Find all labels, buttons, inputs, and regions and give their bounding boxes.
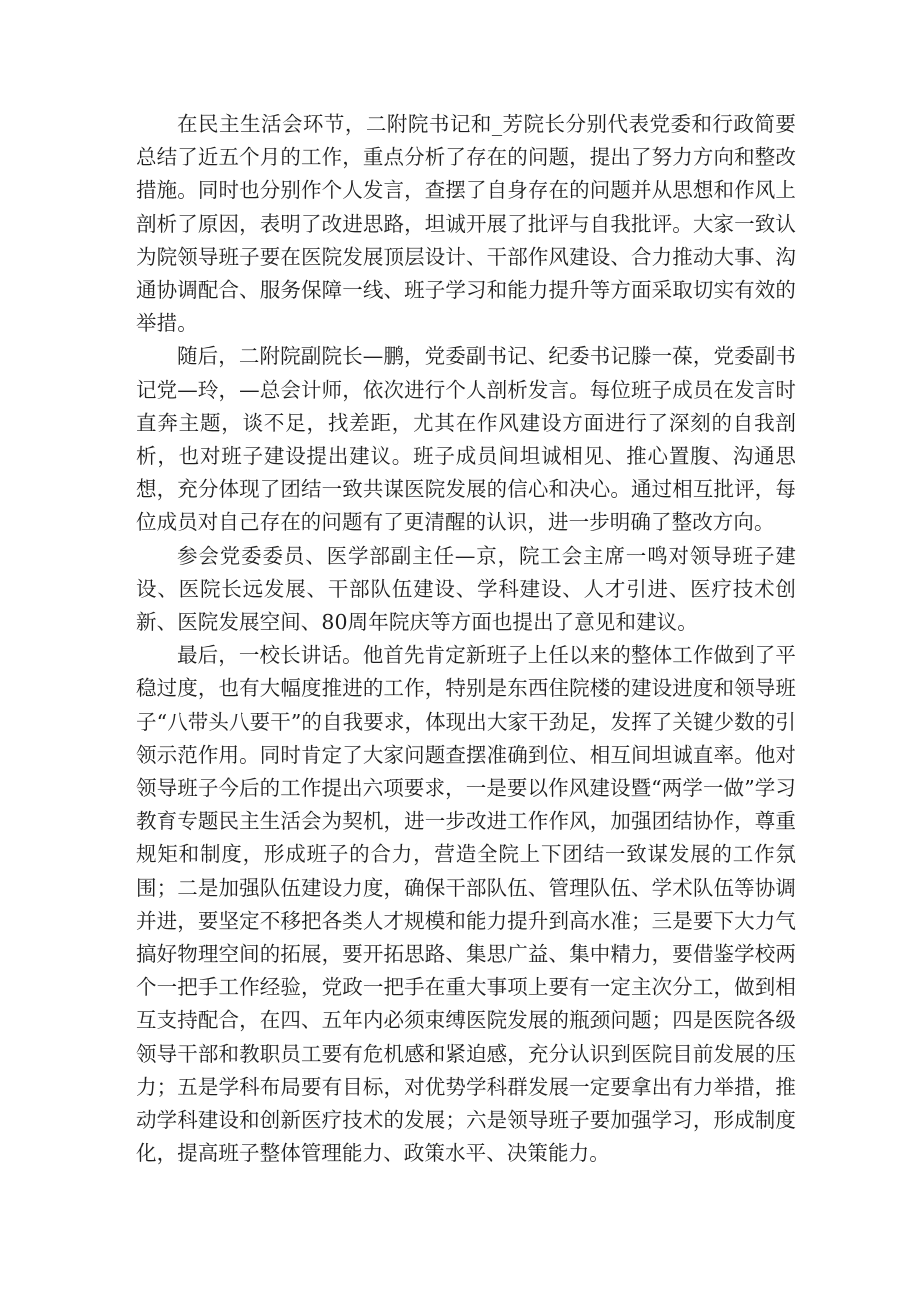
- paragraph-president-speech: 最后，一校长讲话。他首先肯定新班子上任以来的整体工作做到了平稳过度，也有大幅度推进的工作，特别是东西住院楼的建设进度和领导班子“八带头八要干”的自我要求，体现出大家干劲足，发挥了关键少数的引领示范作用。同时肯定了大家问题查摆准确到位、相互间坦诚直率。他对领导班子今后的工作提出六项要求，一是要以作风建设暨“两学一做”学习教育专题民主生活会为契机，进一步改进工作作风，加强团结协作，尊重规矩和制度，形成班子的合力，营造全院上下团结一致谋发展的工作氛围；二是加强队伍建设力度，确保干部队伍、管理队伍、学术队伍等协调并进，要坚定不移把各类人才规模和能力提升到高水准；三是要下大力气搞好物理空间的拓展，要开拓思路、集思广益、集中精力，要借鉴学校两个一把手工作经验，党政一把手在重大事项上要有一定主次分工，做到相互支持配合，在四、五年内必须束缚医院发展的瓶颈问题；四是医院各级领导干部和教职员工要有危机感和紧迫感，充分认识到医院目前发展的压力；五是学科布局要有目标，对优势学科群发展一定要拿出有力举措，推动学科建设和创新医疗技术的发展；六是领导班子要加强学习，形成制度化，提高班子整体管理能力、政策水平、决策能力。: [136, 643, 796, 1166]
- paragraph-committee-suggestions: 参会党委委员、医学部副主任—京，院工会主席一鸣对领导班子建设、医院长远发展、干部队伍建设、学科建设、人才引进、医疗技术创新、医院发展空间、80周年院庆等方面也提出了意见和建议。: [136, 543, 796, 635]
- document-body: [136, 108, 796, 1171]
- paragraph-individual-analysis: 随后，二附院副院长—鹏，党委副书记、纪委书记滕一葆，党委副书记党—玲，—总会计师，依次进行个人剖析发言。每位班子成员在发言时直奔主题，谈不足，找差距，尤其在作风建设方面进行了深刻的自我剖析，也对班子建设提出建议。班子成员间坦诚相见、推心置腹、沟通思想，充分体现了团结一致共谋医院发展的信心和决心。通过相互批评，每位成员对自己存在的问题有了更清醒的认识，进一步明确了整改方向。: [136, 344, 796, 535]
- paragraph-democratic-life-meeting: 在民主生活会环节，二附院书记和_芳院长分别代表党委和行政简要总结了近五个月的工作，重点分析了存在的问题，提出了努力方向和整改措施。同时也分别作个人发言，查摆了自身存在的问题并从思想和作风上剖析了原因，表明了改进思路，坦诚开展了批评与自我批评。大家一致认为院领导班子要在医院发展顶层设计、干部作风建设、合力推动大事、沟通协调配合、服务保障一线、班子学习和能力提升等方面采取切实有效的举措。: [136, 112, 796, 336]
